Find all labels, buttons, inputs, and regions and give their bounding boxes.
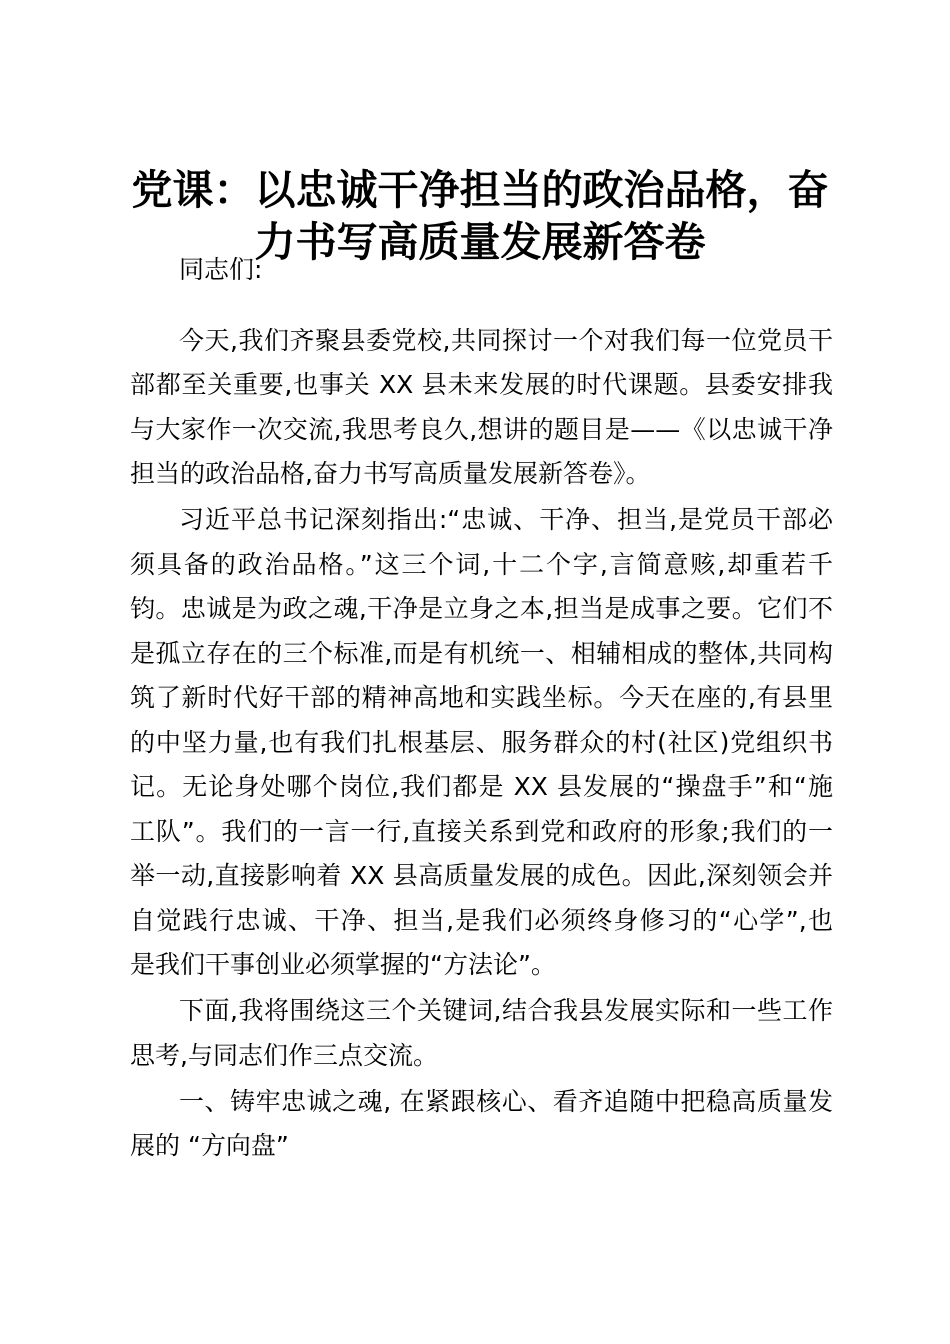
text-line: 工队”。我们的一言一行,直接关系到党和政府的形象;我们的一 [130,816,833,846]
salutation-text: 同志们: [179,255,263,284]
title-line: 力书写高质量发展新答卷 [254,218,706,266]
paragraph [130,319,833,497]
text-line: 下面,我将围绕这三个关键词,结合我县发展实际和一些工作 [179,996,833,1025]
title-line: 党课：以忠诚干净担当的政治品格，奋 [131,166,829,214]
text-line: 展的 “方向盘” [130,1131,289,1160]
text-line: 担当的政治品格,奋力书写高质量发展新答卷》。 [130,459,651,488]
text-line: 的中坚力量,也有我们扎根基层、服务群众的村(社区)党组织书 [130,727,833,757]
text-line: 一、铸牢忠诚之魂, 在紧跟核心、看齐追随中把稳高质量发 [179,1086,833,1116]
document-body [130,248,833,1170]
text-line: 记。无论身处哪个岗位,我们都是 XX 县发展的“操盘手”和“施 [130,772,833,801]
text-line: 是我们干事创业必须掌握的“方法论”。 [130,950,556,979]
salutation [130,248,833,293]
text-line: 今天,我们齐聚县委党校,共同探讨一个对我们每一位党员干 [179,325,833,355]
paragraph [130,989,833,1078]
text-line: 部都至关重要,也事关 XX 县未来发展的时代课题。县委安排我 [130,370,833,399]
paragraphs [130,319,833,1169]
text-line: 筑了新时代好干部的精神高地和实践坐标。今天在座的,有县里 [130,683,833,712]
paragraph [130,498,833,988]
text-line: 习近平总书记深刻指出:“忠诚、干净、担当,是党员干部必 [179,505,833,534]
text-line: 须具备的政治品格。”这三个词,十二个字,言简意赅,却重若千 [130,549,833,579]
text-line: 与大家作一次交流,我思考良久,想讲的题目是——《以忠诚干净 [130,414,833,444]
text-line: 思考,与同志们作三点交流。 [130,1040,438,1070]
text-line: 举一动,直接影响着 XX 县高质量发展的成色。因此,深刻领会并 [130,861,833,890]
section-heading [130,1080,833,1169]
text-line: 是孤立存在的三个标准,而是有机统一、相辅相成的整体,共同构 [130,638,833,668]
text-line: 自觉践行忠诚、干净、担当,是我们必须终身修习的“心学”,也 [130,905,833,935]
text-line: 钧。忠诚是为政之魂,干净是立身之本,担当是成事之要。它们不 [130,594,833,623]
